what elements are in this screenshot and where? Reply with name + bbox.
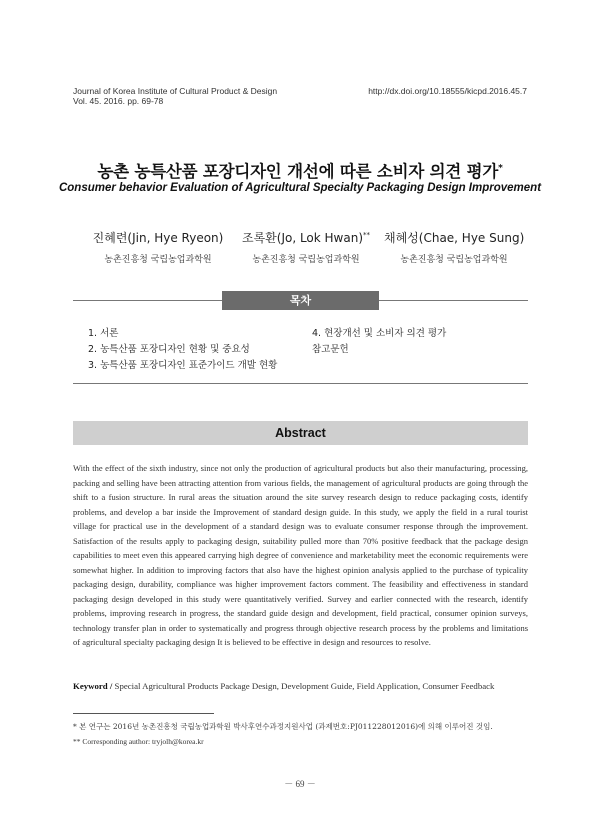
toc-left-column xyxy=(88,326,277,374)
author-3 xyxy=(384,229,524,265)
toc-heading: 목차 xyxy=(222,291,379,310)
footnote-rule xyxy=(73,713,214,714)
author-affiliation: 농촌진흥청 국립농업과학원 xyxy=(104,255,212,265)
doi-link[interactable]: http://dx.doi.org/10.18555/kicpd.2016.45.7 xyxy=(368,86,527,96)
footnote-funding: * 본 연구는 2016년 농촌진흥청 국립농업과학원 박사후연수과정지원사업 (과제번호:PJ011228012016)에 의해 이루어진 것임. xyxy=(73,722,493,731)
toc-item: 1. 서론 xyxy=(88,328,119,339)
page-number: － 69 － xyxy=(284,779,316,789)
author-2 xyxy=(238,229,374,265)
toc-right-column xyxy=(312,326,446,358)
journal-name: Journal of Korea Institute of Cultural Product & Design xyxy=(73,86,278,96)
title-footnote-mark: * xyxy=(498,163,503,174)
keyword-label: Keyword / xyxy=(73,681,113,691)
author-1 xyxy=(88,229,228,265)
footnote-corresponding: ** Corresponding author: tryjolh@korea.kr xyxy=(73,737,204,746)
korean-title-text: 농촌 농특산품 포장디자인 개선에 따른 소비자 의견 평가 xyxy=(97,162,499,181)
journal-info xyxy=(73,86,277,106)
journal-volume: Vol. 45. 2016. pp. 69-78 xyxy=(73,96,164,106)
toc-item: 3. 농특산품 포장디자인 표준가이드 개발 현황 xyxy=(88,360,278,371)
toc-item: 2. 농특산품 포장디자인 현황 및 중요성 xyxy=(88,344,250,355)
author-affiliation: 농촌진흥청 국립농업과학원 xyxy=(252,255,360,265)
keyword-text: Special Agricultural Products Package Design, Development Guide, Field Application, Consumer Feedback xyxy=(114,681,495,691)
author-affiliation: 농촌진흥청 국립농업과학원 xyxy=(400,255,508,265)
author-name: 채혜성(Chae, Hye Sung) xyxy=(384,231,525,245)
korean-title xyxy=(0,158,600,182)
keywords xyxy=(73,681,528,691)
author-name: 조록환(Jo, Lok Hwan)** xyxy=(241,231,371,245)
abstract-heading: Abstract xyxy=(73,421,528,445)
toc-item: 참고문헌 xyxy=(312,344,349,355)
author-name: 진혜련(Jin, Hye Ryeon) xyxy=(92,231,224,245)
toc-item: 4. 현장개선 및 소비자 의견 평가 xyxy=(312,328,447,339)
abstract-body: With the effect of the sixth industry, since not only the production of agricultural products but also their manufacturing, processing, packing and selling have been attracting attention from various fields, the management of agricultural products are going through the shift to a fusion structure. In rural areas the situation around the site survey research design to reduce packaging costs, identify problems, and develop a bar inside the Improvement of standard design guide. In this study, we apply the field in a rural tourist village for practical use in the development of a standard design was to evaluate consumer response through the improvement. Satisfaction of the results apply to packaging design, suitability pulled more than 70% positive feedback that the package design capabilities to meet even this appeared carrying high degree of convenience and marketability meet the economic requirements were somewhat higher. In addition to improving factors that also have the highest opinion analysis applied to the purchase of typicality packaging design, durability, compliance was higher improvement factors comment. The feasibility and effectiveness in standard packaging design developed in this study were quantitatively verified. Survey and earlier connected with the research, identify problems, improving research in progress, the standard guide design and development, field practical, consumer opinion surveys, technology transfer plan in order to systematically and progress through objective research process by the problems and limitations of agricultural specialty packaging design It is believed to be effective in design and resources to resolve. xyxy=(73,463,528,647)
english-title: Consumer behavior Evaluation of Agricultural Specialty Packaging Design Improvement xyxy=(58,182,542,194)
toc-bottom-rule xyxy=(73,383,528,384)
